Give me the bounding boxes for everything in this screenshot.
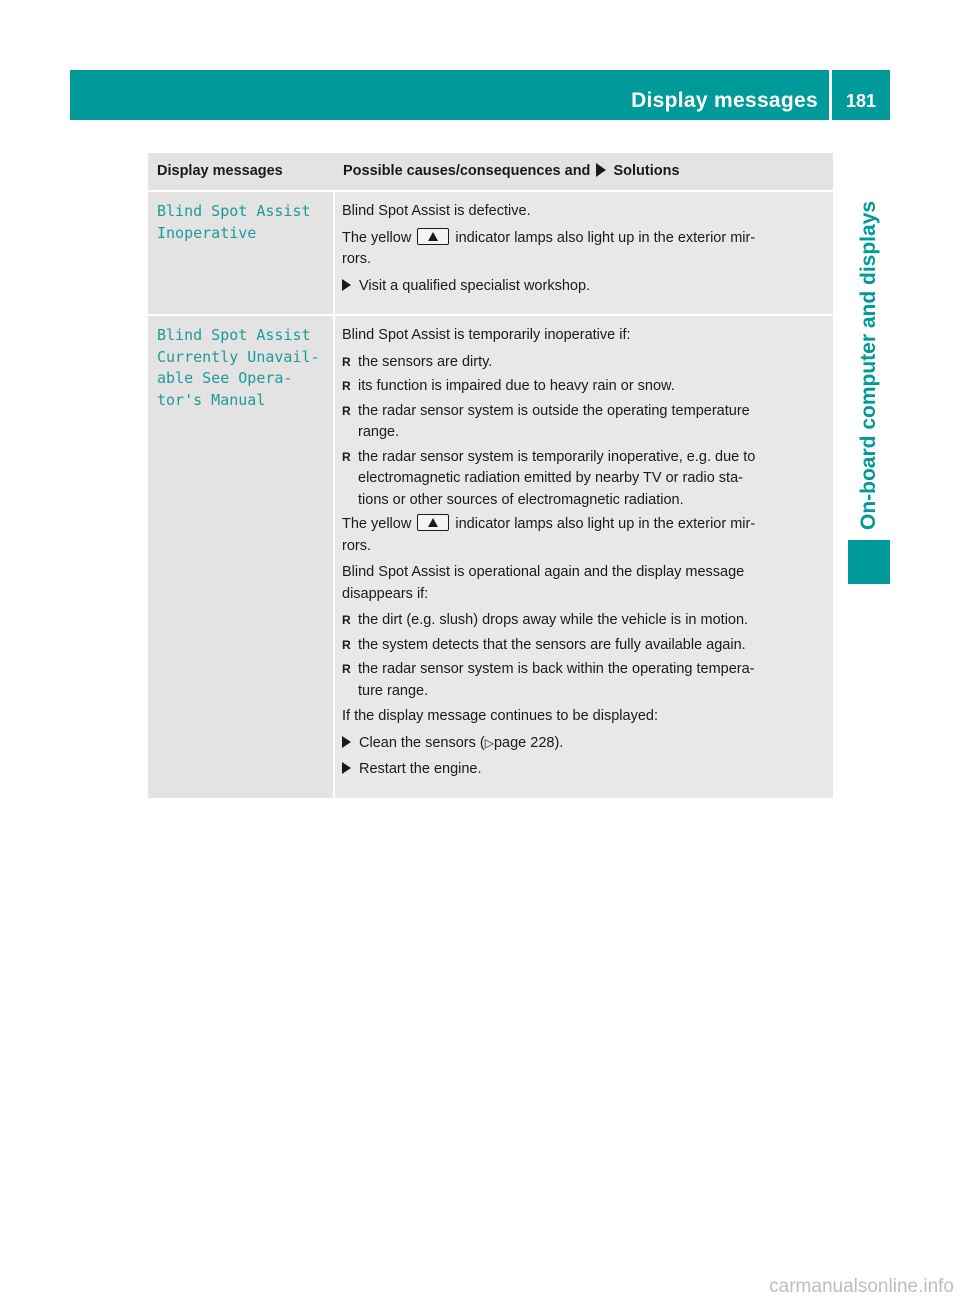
page-header [70,70,890,120]
watermark: carmanualsonline.info [769,1276,954,1297]
instruction: Clean the sensors (▷page 228). [342,733,823,755]
list-item: R the system detects that the sensors are fully available again. [342,636,746,653]
list-item: R the radar sensor system is back within the operating tempera- ture range. [342,661,755,699]
list-item: R the dirt (e.g. slush) drops away while the vehicle is in motion. [342,612,749,628]
list-item: R the radar sensor system is outside the operating temperature range. [342,402,750,440]
solution-arrow-icon [596,163,606,177]
instruction-arrow-icon [342,736,351,748]
display-message-text: Blind Spot Assist Currently Unavail‐ able See Opera‐ tor's Manual [157,326,320,409]
list-item: R the sensors are dirty. [342,353,493,370]
display-messages-table [148,153,833,800]
page-number: 181 [845,91,877,111]
display-message-cell [148,192,335,314]
table-row [148,316,833,800]
causes-cell: Blind Spot Assist is defective. The yellow indicator lamps also light up in the exterior mir- rors. Visit a qualified specialist workshop. [335,192,833,314]
side-tab-label: On-board computer and displays [857,200,880,530]
page-reference-link[interactable]: page 228 [493,734,555,751]
header-title: Display messages [631,89,818,112]
display-message-cell [148,316,335,798]
instruction-arrow-icon [342,762,351,774]
instruction: Visit a qualified specialist workshop. [342,276,823,298]
col-header-solutions: Possible causes/consequences and Solutions [343,163,680,179]
display-message-text: Blind Spot Assist Inoperative [157,202,311,242]
instruction-arrow-icon [342,279,351,291]
table-row [148,192,833,316]
table-header [148,153,833,192]
list-item: R its function is impaired due to heavy rain or snow. [342,378,675,394]
blind-spot-warning-icon [417,514,449,531]
page-ref-icon: ▷ [484,735,494,750]
col-header-messages: Display messages [157,163,283,179]
blind-spot-warning-icon [417,228,449,245]
list-item: R the radar sensor system is temporarily inoperative, e.g. due to electromagnetic radiation emitted by nearby TV or radio sta- tions or other sources of electromagnetic radiation. [342,448,756,508]
instruction: Restart the engine. [342,759,823,781]
side-tab-block [848,540,890,584]
causes-cell: Blind Spot Assist is temporarily inoperative if: R the sensors are dirty. R its function is impaired due to heavy rain or snow. R the radar sensor system is outside the operating temperature range. R the radar sensor system is temporarily inoperative, e.g. due to electromagnetic radiation emitted by nearby TV or radio sta- tions or other sources of electromagnetic radiation. The yellow indicator lamps also light up in the exterior mir- rors. Blind Spot Assist is operational again and the display message disappears if: R the dirt (e.g. slush) drops away while the vehicle is in motion. R the system detects that the sensors are fully available again. R the radar sensor system is back within the operating tempera- ture range. If the display message continues to be displayed: Clean the sensors (▷page 228). Restart the engine. [335,316,833,798]
